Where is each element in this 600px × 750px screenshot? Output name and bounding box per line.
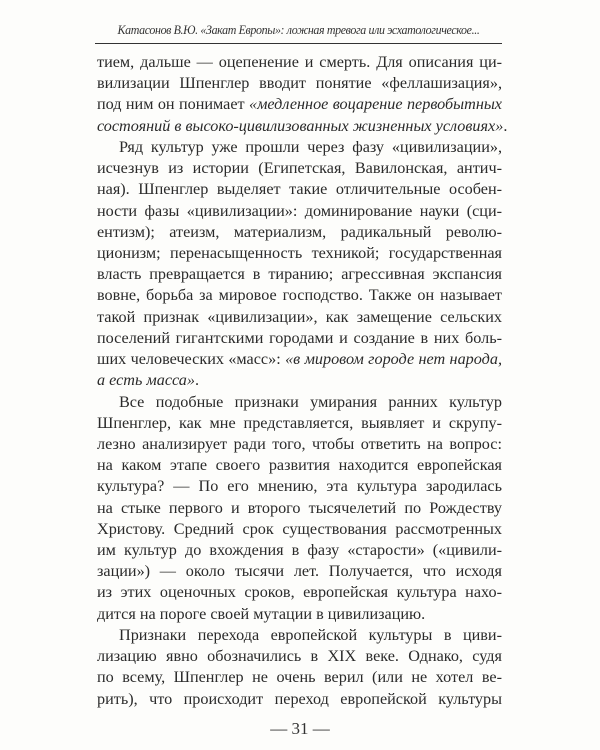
text-line [97, 137, 502, 158]
text-line [97, 646, 502, 667]
text-line [97, 264, 502, 285]
text-segment: такой признак «цивилизации», как замещение сельских [97, 307, 502, 326]
text-line [97, 307, 502, 328]
text-line [97, 222, 502, 243]
text-segment: на стыке первого и второго тысячелетий по Рождеству [97, 498, 502, 517]
italic-quote: состояний в высоко-цивилизованных жизненных условиях» [97, 116, 504, 135]
text-segment: поселений гигантскими городами и создание в них боль- [97, 328, 502, 347]
italic-quote: «медленное воцарение первобытных [248, 95, 502, 114]
text-segment: дится на пороге своей мутации в цивилизацию. [97, 604, 426, 623]
text-segment: им культур до вхождения в фазу «старости» («цивили- [97, 541, 502, 560]
text-line [97, 285, 502, 306]
text-segment: Признаки перехода европейской культуры в циви- [119, 625, 502, 644]
text-line [97, 349, 502, 370]
text-line [97, 73, 502, 94]
text-segment: ентизм); атеизм, материализм, радикальный револю- [97, 222, 502, 241]
text-line [97, 434, 502, 455]
italic-quote: «в мировом городе нет народа, [285, 350, 502, 369]
body-text [97, 52, 508, 710]
text-line [97, 52, 502, 73]
text-segment: тием, дальше — оцепенение и смерть. Для описания ци- [97, 53, 502, 71]
text-segment: ности фазы «цивилизации»: доминирование науки (сци- [97, 201, 502, 220]
text-segment: . [194, 371, 200, 390]
text-line [97, 561, 502, 582]
text-segment: под ним он понимает [97, 95, 249, 114]
text-line [97, 116, 508, 137]
text-segment: из этих оценочных сроков, европейская культура нахо- [97, 583, 502, 602]
text-segment: вовне, борьба за мировое господство. Также он называет [97, 286, 502, 305]
text-segment: ционизм; перенасыщенность техникой; государственная [97, 243, 502, 262]
text-segment: исчезнув из истории (Египетская, Вавилонская, антич- [97, 159, 502, 178]
running-head: Катасонов В.Ю. «Закат Европы»: ложная тревога или эсхатологическое... [117, 22, 480, 37]
text-segment: зации») — около тысячи лет. Получается, что исходя [97, 562, 502, 581]
text-segment: власть превращается в тиранию; агрессивная экспансия [97, 265, 502, 284]
text-segment: Все подобные признаки умирания ранних культур [119, 392, 502, 411]
text-line [97, 243, 502, 264]
text-segment: ная). Шпенглер выделяет такие отличительные особен- [97, 180, 502, 199]
header-rule [95, 43, 502, 44]
text-line [97, 667, 502, 688]
text-line [97, 625, 502, 646]
text-segment: на каком этапе своего развития находится европейская [97, 456, 502, 475]
text-line [97, 455, 502, 476]
text-line [97, 582, 502, 603]
text-line [97, 179, 502, 200]
text-segment: культура? — По его мнению, эта культура зародилась [97, 477, 502, 496]
text-line [97, 519, 502, 540]
text-line [97, 413, 502, 434]
text-line [97, 604, 502, 625]
text-segment: . [503, 116, 508, 135]
text-line [97, 158, 502, 179]
text-segment: Шпенглер, как мне представляется, выявляет и скрупу- [97, 413, 502, 432]
text-line [97, 201, 502, 222]
text-segment: лизацию явно обозначились в XIX веке. Однако, судя [97, 647, 502, 666]
text-line [97, 94, 502, 115]
text-line [97, 392, 502, 413]
text-segment: лезно анализирует ради того, чтобы ответить на вопрос: [97, 434, 502, 453]
text-line [97, 328, 502, 349]
text-line [97, 689, 502, 710]
text-line [97, 498, 502, 519]
text-segment: вилизации Шпенглер вводит понятие «феллашизация», [97, 74, 502, 93]
text-segment: рить), что происходит переход европейской культуры [97, 689, 502, 708]
text-segment: по всему, Шпенглер не очень верил (или не хотел ве- [97, 668, 502, 687]
italic-quote: а есть масса» [97, 371, 195, 390]
text-segment: ших человеческих «масс»: [97, 350, 286, 369]
page-number: — 31 — [270, 719, 330, 738]
text-line [97, 370, 502, 391]
text-line [97, 540, 502, 561]
text-line [97, 476, 502, 497]
text-segment: Ряд культур уже прошли через фазу «цивилизации», [119, 137, 502, 156]
text-segment: Христову. Средний срок существования рассмотренных [97, 519, 502, 538]
